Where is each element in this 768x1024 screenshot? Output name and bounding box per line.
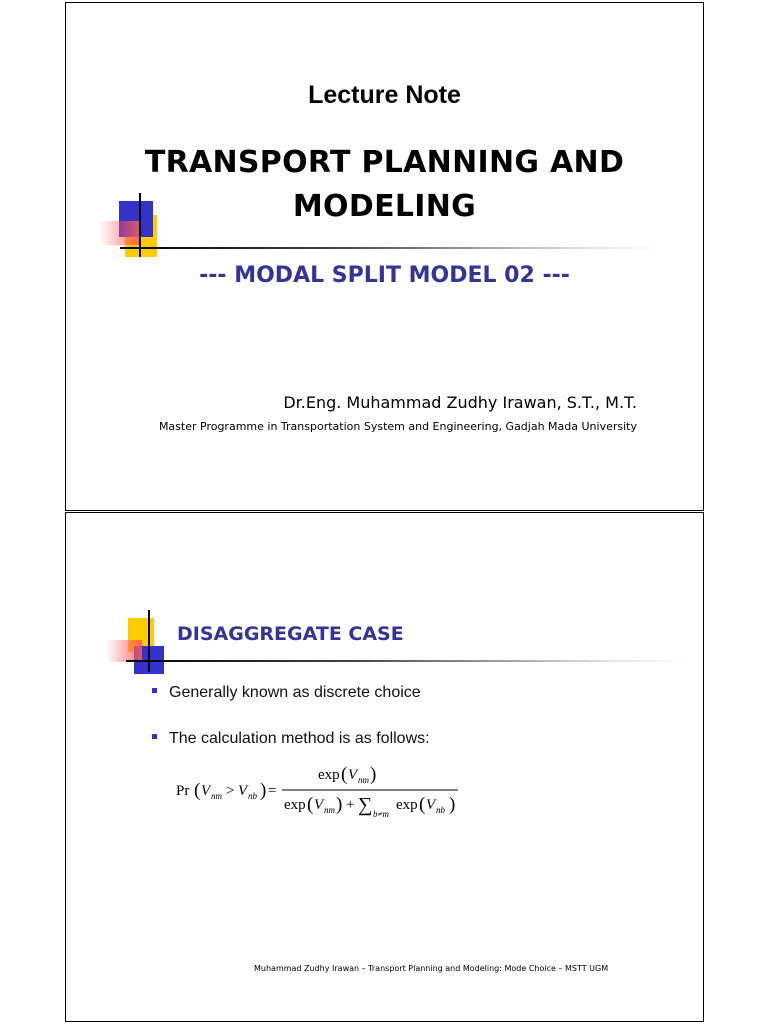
svg-text:V: V: [426, 797, 436, 813]
slide-footer: Muhammad Zudhy Irawan – Transport Planning and Modeling: Mode Choice – MSTT UGM: [254, 964, 609, 973]
bullet-text: Generally known as discrete choice: [169, 684, 421, 701]
bullet-text: The calculation method is as follows:: [169, 730, 430, 747]
svg-text:V: V: [201, 783, 211, 799]
svg-text:∑: ∑: [358, 794, 373, 816]
svg-text:nb: nb: [248, 791, 257, 801]
affiliation: Master Programme in Transportation System and Engineering, Gadjah Mada University: [158, 420, 637, 433]
svg-text:): ): [336, 794, 343, 815]
logit-formula: [176, 765, 476, 825]
svg-text:(: (: [341, 764, 348, 785]
title-line-2: MODELING: [292, 189, 477, 224]
svg-text:exp: exp: [284, 797, 306, 813]
svg-text:nm: nm: [358, 775, 369, 785]
svg-text:nm: nm: [324, 805, 335, 815]
svg-text:=: =: [268, 783, 277, 799]
title-line-1: TRANSPORT PLANNING AND: [144, 145, 625, 180]
svg-text:exp: exp: [318, 767, 340, 783]
bullet-item: [152, 730, 430, 748]
title-underline: [120, 247, 660, 249]
slide-disaggregate: [65, 512, 704, 1022]
svg-text:+: +: [346, 797, 355, 813]
slide-title: [65, 2, 704, 511]
decorative-squares-logo: [106, 610, 186, 680]
svg-text:V: V: [314, 797, 324, 813]
svg-text:Pr: Pr: [176, 783, 190, 799]
bullet-item: [152, 684, 421, 702]
svg-text:V: V: [348, 767, 358, 783]
bullet-icon: [152, 734, 157, 739]
author-name: Dr.Eng. Muhammad Zudhy Irawan, S.T., M.T.: [283, 393, 637, 412]
svg-text:nb: nb: [436, 805, 445, 815]
bullet-icon: [152, 688, 157, 693]
svg-text:(: (: [194, 780, 201, 801]
svg-text:(: (: [307, 794, 314, 815]
lecture-label: Lecture Note: [308, 81, 461, 109]
subtitle: --- MODAL SPLIT MODEL 02 ---: [199, 263, 570, 288]
page-title: [66, 141, 703, 229]
title-underline: [126, 660, 686, 662]
svg-text:exp: exp: [396, 797, 418, 813]
svg-text:): ): [370, 764, 377, 785]
section-title: DISAGGREGATE CASE: [177, 623, 404, 645]
svg-text:(: (: [419, 794, 426, 815]
svg-text:nm: nm: [211, 791, 222, 801]
svg-text:): ): [260, 780, 267, 801]
svg-text:V: V: [238, 783, 248, 799]
svg-text:): ): [449, 794, 456, 815]
svg-text:b≠m: b≠m: [373, 809, 389, 819]
svg-text:>: >: [226, 783, 235, 799]
